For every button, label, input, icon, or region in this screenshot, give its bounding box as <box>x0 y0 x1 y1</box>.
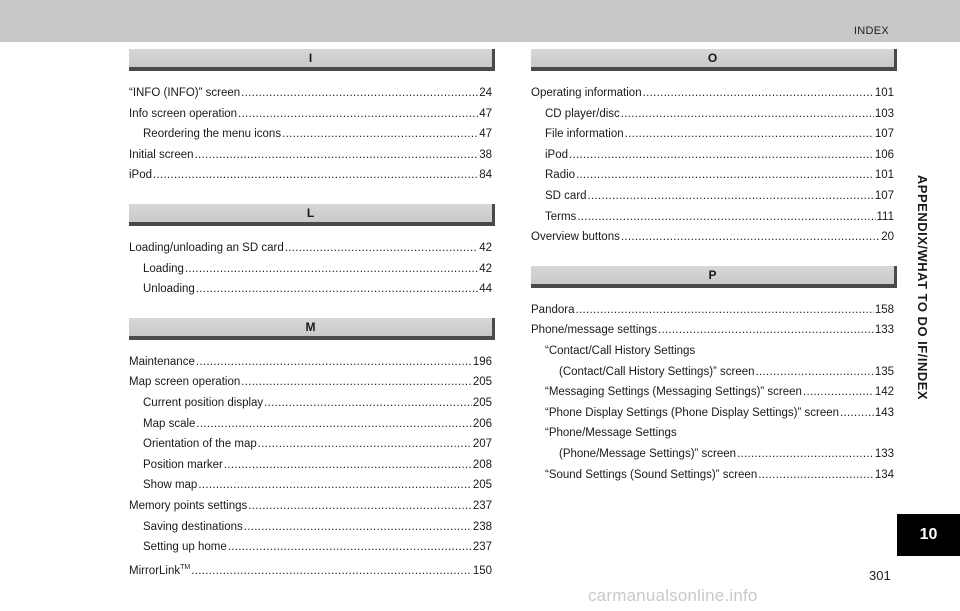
entry-text: Loading/unloading an SD card <box>129 241 284 254</box>
entry-page-number: 205 <box>472 376 492 389</box>
entry-label <box>143 537 227 558</box>
entry-page-number: 103 <box>874 107 894 120</box>
entry-page-number: 237 <box>472 499 492 512</box>
section-header-i: I <box>129 49 492 71</box>
entry-page-number: 207 <box>472 438 492 451</box>
watermark: carmanualsonline.info <box>588 586 758 605</box>
section-header-l: L <box>129 204 492 226</box>
entry-label <box>143 414 195 435</box>
section-gap <box>129 186 492 204</box>
dot-leader <box>575 300 873 321</box>
entry-label <box>143 517 243 538</box>
entry-label <box>143 259 184 280</box>
index-entry[interactable] <box>129 434 492 455</box>
index-entry[interactable] <box>129 455 492 476</box>
entry-text: Saving destinations <box>143 520 243 533</box>
index-entry[interactable] <box>129 393 492 414</box>
entry-page-number: 107 <box>874 189 894 202</box>
entry-page-number: 101 <box>874 169 894 182</box>
entry-page-number: 84 <box>479 169 492 182</box>
index-entry[interactable] <box>531 124 894 145</box>
index-entry[interactable] <box>129 475 492 496</box>
entry-page-number: 106 <box>874 148 894 161</box>
entry-page-number: 205 <box>472 396 492 409</box>
entry-text: Pandora <box>531 303 575 316</box>
entry-page-number: 196 <box>472 355 492 368</box>
entry-label <box>129 83 240 104</box>
index-entry[interactable] <box>129 537 492 558</box>
entry-text: (Contact/Call History Settings)” screen <box>559 365 755 378</box>
entry-page-number: 133 <box>874 324 894 337</box>
entry-label <box>545 341 695 362</box>
entry-text: iPod <box>129 169 153 182</box>
entry-text: MirrorLink <box>129 564 181 577</box>
entry-page-number: 205 <box>472 479 492 492</box>
entry-label <box>545 104 620 125</box>
entry-text: Overview buttons <box>531 231 620 244</box>
entry-text: Radio <box>545 169 576 182</box>
entry-label <box>129 558 190 581</box>
entry-page-number: 133 <box>874 447 894 460</box>
entry-page-number: 238 <box>472 520 492 533</box>
index-entry[interactable] <box>129 352 492 373</box>
index-entry[interactable] <box>129 83 492 104</box>
entry-label <box>559 362 755 383</box>
dot-leader <box>569 145 874 166</box>
section-header-m: M <box>129 318 492 340</box>
dot-leader <box>196 414 471 435</box>
entry-label <box>129 165 152 186</box>
entry-label <box>143 124 281 145</box>
entry-page-number: 135 <box>874 365 894 378</box>
dot-leader <box>840 403 874 424</box>
entry-text: Orientation of the map <box>143 438 257 451</box>
dot-leader <box>196 279 478 300</box>
dot-leader <box>285 238 478 259</box>
index-entry[interactable] <box>531 300 894 321</box>
entry-page-number: 24 <box>479 87 492 99</box>
index-entry[interactable] <box>129 496 492 517</box>
entry-page-number: 134 <box>874 468 894 481</box>
entry-page-number: 38 <box>479 148 492 161</box>
dot-leader <box>153 165 478 186</box>
dot-leader <box>737 444 874 465</box>
index-entry[interactable] <box>129 558 492 579</box>
entry-label <box>143 434 257 455</box>
index-entry[interactable] <box>531 83 894 104</box>
dot-leader <box>803 382 874 403</box>
chapter-tab[interactable] <box>897 514 960 556</box>
entry-page-number: 158 <box>874 303 894 316</box>
entry-text: “INFO (INFO)” screen <box>129 87 241 99</box>
entry-text: Phone/message settings <box>531 324 657 337</box>
entry-label <box>531 227 620 248</box>
index-column-right <box>531 49 894 485</box>
entry-page-number: 47 <box>479 128 492 141</box>
entry-text: (Phone/Message Settings)” screen <box>559 447 737 460</box>
chapter-title: APPENDIX/WHAT TO DO IF/INDEX <box>915 174 931 400</box>
entry-text: SD card <box>545 189 587 202</box>
dot-leader <box>621 227 880 248</box>
entry-text: “Contact/Call History Settings <box>545 344 696 357</box>
entry-text: Show map <box>143 479 198 492</box>
dot-leader <box>576 165 874 186</box>
entry-page-number: 150 <box>472 564 492 577</box>
entry-text: “Phone/Message Settings <box>545 427 677 440</box>
index-entry[interactable] <box>531 444 894 465</box>
entry-page-number: 42 <box>479 262 492 275</box>
entry-label <box>129 496 247 517</box>
entry-label <box>129 104 237 125</box>
index-entry[interactable] <box>531 165 894 186</box>
entry-text: Terms <box>545 210 577 223</box>
index-entry[interactable] <box>531 423 894 444</box>
index-entry[interactable] <box>129 165 492 186</box>
entry-label <box>545 465 757 486</box>
entry-text: “Sound Settings (Sound Settings)” screen <box>545 468 758 481</box>
entry-text: iPod <box>545 148 569 161</box>
entry-text: Loading <box>143 262 184 275</box>
entry-page-number: 143 <box>874 406 894 419</box>
entry-text: Reordering the menu icons <box>143 128 282 141</box>
dot-leader <box>241 83 478 104</box>
index-entry[interactable] <box>129 124 492 145</box>
entry-label <box>129 238 284 259</box>
dot-leader <box>758 465 874 486</box>
entry-text: Maintenance <box>129 355 195 368</box>
chapter-title-vertical <box>913 82 933 492</box>
entry-page-number: 47 <box>479 107 492 120</box>
entry-text: Current position display <box>143 396 264 409</box>
dot-leader <box>282 124 478 145</box>
entry-page-number: 101 <box>874 87 894 99</box>
section-header-p: P <box>531 266 894 288</box>
dot-leader <box>198 475 471 496</box>
entry-text: Map screen operation <box>129 376 241 389</box>
index-entry[interactable] <box>129 238 492 259</box>
entry-text: “Phone Display Settings (Phone Display Settings)” screen <box>545 406 840 419</box>
entry-label <box>545 165 575 186</box>
dot-leader <box>241 372 472 393</box>
entry-text: Operating information <box>531 87 642 99</box>
entry-text: CD player/disc <box>545 107 620 120</box>
entry-page-number: 206 <box>472 417 492 430</box>
index-entry[interactable] <box>129 517 492 538</box>
section-header-o: O <box>531 49 894 71</box>
index-entry[interactable] <box>129 414 492 435</box>
entry-page-number: 20 <box>881 231 894 244</box>
index-entry[interactable] <box>129 372 492 393</box>
entry-text: Unloading <box>143 283 195 296</box>
entry-text: Setting up home <box>143 541 227 554</box>
entry-label <box>531 320 657 341</box>
entry-page-number: 237 <box>472 541 492 554</box>
dot-leader <box>244 517 472 538</box>
entry-label <box>545 145 568 166</box>
entry-label <box>143 279 195 300</box>
index-entry[interactable] <box>531 145 894 166</box>
section-gap <box>129 300 492 318</box>
entry-page-number: 208 <box>472 458 492 471</box>
dot-leader <box>258 434 472 455</box>
entry-text: Position marker <box>143 458 223 471</box>
dot-leader <box>185 259 478 280</box>
dot-leader <box>643 83 874 104</box>
dot-leader <box>658 320 874 341</box>
index-entry[interactable] <box>531 465 894 486</box>
dot-leader <box>577 207 875 228</box>
index-entry[interactable] <box>531 362 894 383</box>
index-entry[interactable] <box>531 382 894 403</box>
entry-label <box>143 455 223 476</box>
dot-leader <box>228 537 472 558</box>
trademark-sup: TM <box>180 563 191 571</box>
entry-page-number: 44 <box>479 283 492 296</box>
entry-label <box>531 83 642 104</box>
dot-leader <box>238 104 478 125</box>
entry-label <box>143 393 263 414</box>
entry-page-number: 107 <box>874 128 894 141</box>
index-entry[interactable] <box>531 320 894 341</box>
index-entry[interactable] <box>129 104 492 125</box>
dot-leader <box>224 455 472 476</box>
dot-leader <box>264 393 472 414</box>
entry-page-number: 111 <box>876 210 894 223</box>
index-entry[interactable] <box>531 207 894 228</box>
dot-leader <box>621 104 874 125</box>
index-entry[interactable] <box>531 186 894 207</box>
dot-leader <box>248 496 472 517</box>
entry-label <box>545 186 587 207</box>
entry-label <box>129 145 194 166</box>
entry-text: “Messaging Settings (Messaging Settings)” screen <box>545 386 802 399</box>
section-gap <box>531 248 894 266</box>
index-entry[interactable] <box>531 227 894 248</box>
entry-label <box>545 124 624 145</box>
index-entry[interactable] <box>129 279 492 300</box>
header-bar <box>0 0 960 42</box>
header-label: INDEX <box>853 25 889 37</box>
chapter-number: 10 <box>919 526 938 543</box>
entry-label <box>559 444 736 465</box>
index-entry[interactable] <box>129 259 492 280</box>
dot-leader <box>756 362 874 383</box>
dot-leader <box>191 561 472 582</box>
entry-label <box>531 300 574 321</box>
index-entry[interactable] <box>531 104 894 125</box>
entry-label <box>545 382 802 403</box>
entry-page-number: 142 <box>874 386 894 399</box>
dot-leader <box>195 145 479 166</box>
entry-label <box>545 423 677 444</box>
entry-label <box>129 372 240 393</box>
entry-label <box>545 207 576 228</box>
entry-label <box>129 352 195 373</box>
entry-label <box>545 403 839 424</box>
entry-label <box>143 475 197 496</box>
index-entry[interactable] <box>129 145 492 166</box>
dot-leader <box>588 186 874 207</box>
dot-leader <box>625 124 874 145</box>
entry-text: File information <box>545 128 624 141</box>
page-number: 301 <box>869 568 891 583</box>
entry-text: Info screen operation <box>129 107 238 120</box>
entry-text: Map scale <box>143 417 196 430</box>
index-entry[interactable] <box>531 403 894 424</box>
index-entry[interactable] <box>531 341 894 362</box>
entry-text: Initial screen <box>129 148 194 161</box>
dot-leader <box>196 352 472 373</box>
entry-text: Memory points settings <box>129 499 248 512</box>
entry-page-number: 42 <box>479 241 492 254</box>
index-column-left <box>129 49 492 578</box>
